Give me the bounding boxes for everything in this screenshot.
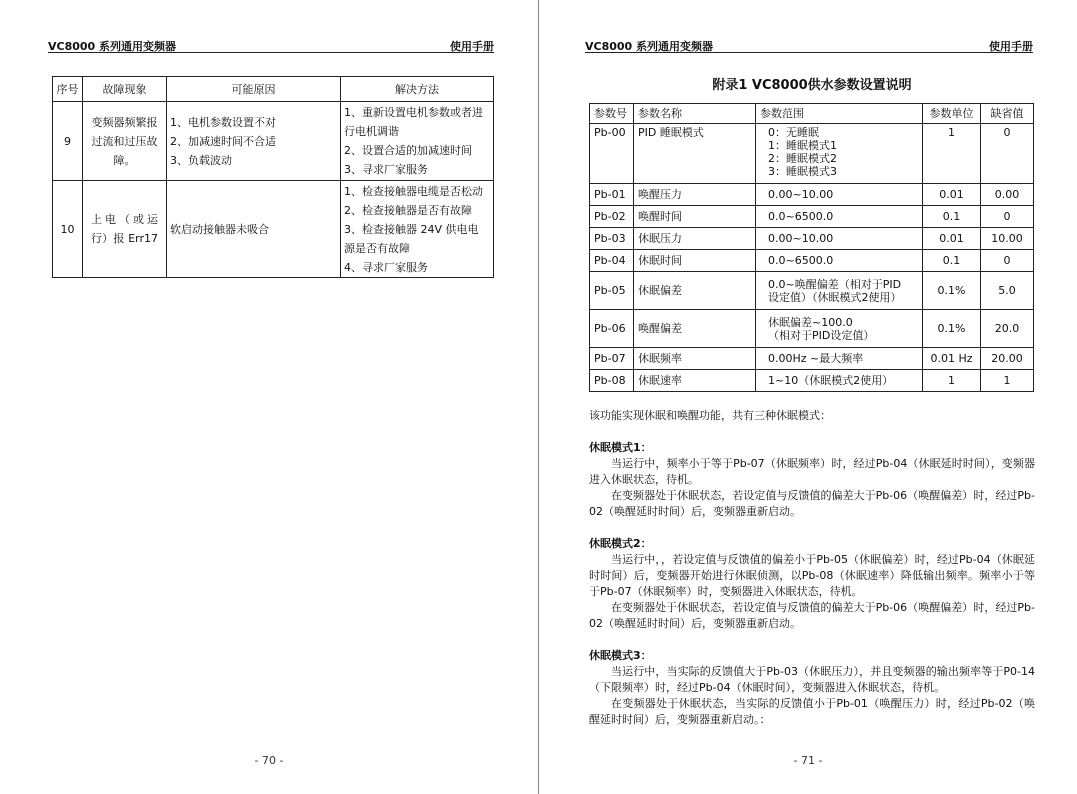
solution-line: 3、检查接触器 24V 供电电 <box>344 222 479 236</box>
solution-line: 1、检查接触器电缆是否松动 <box>344 184 483 198</box>
range-line: 1：睡眠模式1 <box>768 139 837 152</box>
col-header-symptom: 故障现象 <box>83 77 167 102</box>
mode2-paragraph: 当运行中，，若设定值与反馈值的偏差小于Pb-05（休眠偏差）时，经过Pb-04（休眠延时时间）后，变频器开始进行休眠侦测，以Pb-08（休眠速率）降低输出频率。频率小于等于Pb-07（休眠频率）时，变频器进入休眠状态，待机。 <box>589 553 1035 598</box>
col-header-default: 缺省值 <box>981 104 1034 124</box>
param-id: Pb-02 <box>590 206 634 228</box>
table-row <box>590 370 1034 392</box>
mode2-paragraph: 在变频器处于休眠状态，若设定值与反馈值的偏差大于Pb-06（唤醒偏差）时，经过Pb-02（唤醒延时时间）后，变频器重新启动。 <box>589 601 1035 630</box>
param-default: 5.0 <box>981 272 1034 310</box>
param-id: Pb-01 <box>590 184 634 206</box>
param-id: Pb-08 <box>590 370 634 392</box>
param-default: 0 <box>981 206 1034 228</box>
page-right <box>539 0 1077 794</box>
param-range: 0.0~6500.0 <box>756 206 923 228</box>
param-id: Pb-06 <box>590 310 634 348</box>
param-default: 10.00 <box>981 228 1034 250</box>
param-unit: 0.01 Hz <box>923 348 981 370</box>
param-name: 唤醒时间 <box>634 206 756 228</box>
param-id: Pb-00 <box>590 124 634 184</box>
mode3-paragraph: 在变频器处于休眠状态，当实际的反馈值小于Pb-01（唤醒压力）时，经过Pb-02（唤醒延时时间）后，变频器重新启动。： <box>589 697 1035 726</box>
table-row <box>590 206 1034 228</box>
param-default: 20.00 <box>981 348 1034 370</box>
mode2-heading: 休眠模式2： <box>589 537 652 550</box>
row-causes <box>167 181 341 278</box>
param-range <box>756 124 923 184</box>
param-name: 唤醒压力 <box>634 184 756 206</box>
row-no: 9 <box>53 102 83 181</box>
param-unit: 0.1 <box>923 250 981 272</box>
table-row <box>590 250 1034 272</box>
param-range <box>756 310 923 348</box>
param-id: Pb-07 <box>590 348 634 370</box>
param-name: 休眠时间 <box>634 250 756 272</box>
cause-line: 3、负载波动 <box>170 153 232 167</box>
param-name: PID 睡眠模式 <box>634 124 756 184</box>
param-name: 唤醒偏差 <box>634 310 756 348</box>
header-title: VC8000 系列通用变频器 <box>48 40 177 53</box>
param-name: 休眠频率 <box>634 348 756 370</box>
range-line: 设定值）（休眠模式2使用） <box>768 290 902 304</box>
cause-line: 2、加减速时间不合适 <box>170 134 276 148</box>
param-id: Pb-04 <box>590 250 634 272</box>
running-header <box>585 38 1033 52</box>
param-name: 休眠压力 <box>634 228 756 250</box>
param-id: Pb-05 <box>590 272 634 310</box>
col-header-solution: 解决方法 <box>341 77 494 102</box>
table-row <box>590 184 1034 206</box>
solution-line: 行电机调谐 <box>344 125 399 138</box>
solution-line: 源是否有故障 <box>344 241 410 255</box>
param-default: 0.00 <box>981 184 1034 206</box>
running-header <box>48 38 494 52</box>
parameter-table <box>589 103 1034 392</box>
table-header-row <box>53 77 494 102</box>
range-line: 休眠偏差~100.0 <box>768 315 853 329</box>
header-title: VC8000 系列通用变频器 <box>585 40 714 53</box>
table-row <box>53 102 494 181</box>
mode3-heading: 休眠模式3： <box>589 649 652 662</box>
table-row <box>53 181 494 278</box>
param-unit: 0.1% <box>923 310 981 348</box>
col-header-param-unit: 参数单位 <box>923 104 981 124</box>
header-rule <box>48 52 494 53</box>
param-default: 0 <box>981 250 1034 272</box>
range-line: 0.0~唤醒偏差（相对于PID <box>768 277 902 291</box>
range-line: 3：睡眠模式3 <box>768 165 837 178</box>
range-line: 2：睡眠模式2 <box>768 152 837 165</box>
mode1-paragraph: 当运行中，频率小于等于Pb-07（休眠频率）时，经过Pb-04（休眠延时时间），变频器进入休眠状态，待机。 <box>589 457 1035 486</box>
col-header-cause: 可能原因 <box>167 77 341 102</box>
param-name: 休眠速率 <box>634 370 756 392</box>
param-unit: 0.1% <box>923 272 981 310</box>
solution-line: 1、重新设置电机参数或者进 <box>344 106 483 119</box>
mode3-paragraph: 当运行中，当实际的反馈值大于Pb-03（休眠压力），并且变频器的输出频率等于P0-14（下限频率）时，经过Pb-04（休眠时间），变频器进入休眠状态，待机。 <box>589 665 1035 694</box>
sleep-mode-description <box>589 408 1035 728</box>
table-row <box>590 272 1034 310</box>
cause-line: 1、电机参数设置不对 <box>170 115 276 129</box>
appendix-title: 附录1 VC8000供水参数设置说明 <box>712 78 912 93</box>
row-causes <box>167 102 341 181</box>
table-header-row <box>590 104 1034 124</box>
table-row <box>590 348 1034 370</box>
param-range: 0.00~10.00 <box>756 184 923 206</box>
row-solutions <box>341 181 494 278</box>
param-unit: 1 <box>923 124 981 184</box>
mode1-heading: 休眠模式1： <box>589 441 652 454</box>
page-left <box>0 0 538 794</box>
solution-line: 4、寻求厂家服务 <box>344 260 428 274</box>
param-range: 0.00~10.00 <box>756 228 923 250</box>
param-default: 1 <box>981 370 1034 392</box>
range-line: （相对于PID设定值） <box>768 328 875 342</box>
row-no: 10 <box>53 181 83 278</box>
param-name: 休眠偏差 <box>634 272 756 310</box>
header-rule <box>585 52 1033 53</box>
param-unit: 0.1 <box>923 206 981 228</box>
param-unit: 0.01 <box>923 228 981 250</box>
range-line: 0：无睡眠 <box>768 126 819 139</box>
solution-line: 2、设置合适的加减速时间 <box>344 144 472 157</box>
param-default: 0 <box>981 124 1034 184</box>
header-manual-label: 使用手册 <box>989 40 1033 53</box>
param-range: 0.00Hz ~最大频率 <box>756 348 923 370</box>
solution-line: 3、寻求厂家服务 <box>344 163 428 176</box>
row-solutions <box>341 102 494 181</box>
table-row <box>590 124 1034 184</box>
param-range <box>756 272 923 310</box>
param-unit: 1 <box>923 370 981 392</box>
table-row <box>590 310 1034 348</box>
param-range: 1~10（休眠模式2使用） <box>756 370 923 392</box>
param-unit: 0.01 <box>923 184 981 206</box>
col-header-no: 序号 <box>53 77 83 102</box>
intro-paragraph: 该功能实现休眠和唤醒功能，共有三种休眠模式： <box>589 409 831 422</box>
param-range: 0.0~6500.0 <box>756 250 923 272</box>
cause-line: 软启动接触器未吸合 <box>170 222 269 236</box>
header-manual-label: 使用手册 <box>450 40 494 53</box>
param-default: 20.0 <box>981 310 1034 348</box>
col-header-param-name: 参数名称 <box>634 104 756 124</box>
row-symptom: 变频器频繁报过流和过压故障。 <box>83 102 167 181</box>
param-id: Pb-03 <box>590 228 634 250</box>
table-row <box>590 228 1034 250</box>
fault-table <box>52 76 494 278</box>
mode1-paragraph: 在变频器处于休眠状态，若设定值与反馈值的偏差大于Pb-06（唤醒偏差）时，经过Pb-02（唤醒延时时间）后，变频器重新启动。 <box>589 489 1035 518</box>
col-header-param-range: 参数范围 <box>756 104 923 124</box>
solution-line: 2、检查接触器是否有故障 <box>344 203 472 217</box>
page-number: - 70 - <box>254 754 284 767</box>
page-number: - 71 - <box>793 754 823 767</box>
col-header-param-id: 参数号 <box>590 104 634 124</box>
row-symptom: 上电（或运行）报 Err17 <box>83 181 167 278</box>
